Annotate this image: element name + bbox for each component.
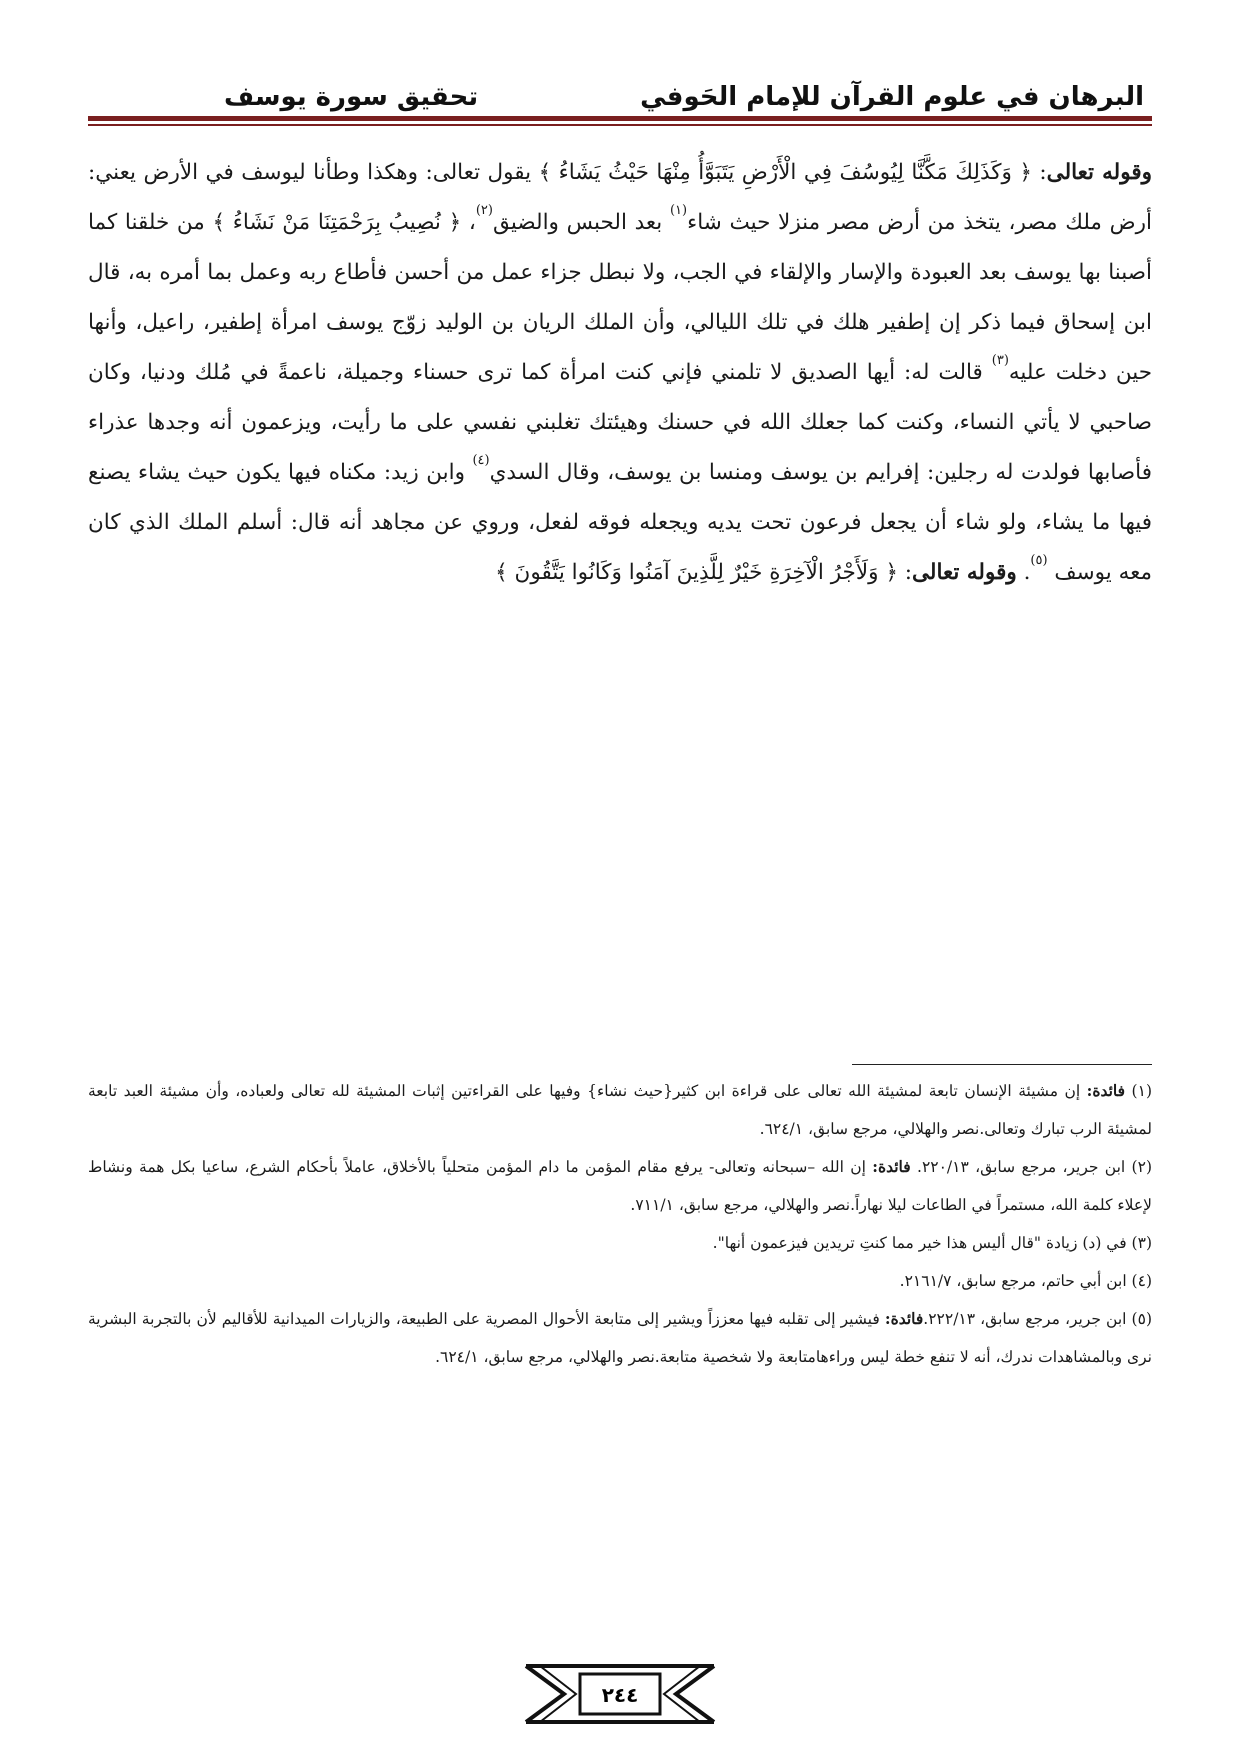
footnote-text: (٥) ابن جرير، مرجع سابق، ٢٢٢/١٣. (923, 1310, 1152, 1328)
footnote-1 (88, 1072, 1152, 1148)
footnote-number: (١) (1125, 1082, 1152, 1100)
footnote-5 (88, 1300, 1152, 1376)
footnote-ref-4[interactable]: (٤) (472, 453, 490, 468)
footnote-4 (88, 1262, 1152, 1300)
footnote-ref-3[interactable]: (٣) (991, 353, 1009, 368)
footnote-2 (88, 1148, 1152, 1224)
header-rule-thin (88, 124, 1152, 126)
footnote-label: فائدة: (884, 1309, 924, 1328)
page-number: ٢٤٤ (601, 1683, 639, 1707)
text-run: . (1016, 560, 1031, 585)
footnote-ref-2[interactable]: (٢) (475, 203, 493, 218)
footnote-text: إن الله –سبحانه وتعالى- يرفع مقام المؤمن ما دام المؤمن متحلياً بالأخلاق، عاملاً بأحكام الشرع، ساعيا بكل همة ونشاط لإعلاء كلمة الله، مستمراً في الطاعات ليلا نهاراً.نصر والهلالي، مرجع سابق، ٧١١/١. (88, 1158, 1152, 1214)
footnote-text: فيشير إلى تقلبه فيها معززاً ويشير إلى متابعة الأحوال المصرية على الطبيعة، والزيارات الميدانية للأقاليم لأن بالتجربة البشرية نرى وبالمشاهدات ندرك، أنه لا تنفع خطة ليس وراءهامتابعة ولا شخصية متابعة.نصر والهلالي، مرجع سابق، ٦٢٤/١. (88, 1310, 1152, 1366)
footnote-text: (٤) ابن أبي حاتم، مرجع سابق، ٢١٦١/٧. (899, 1272, 1152, 1290)
footnote-3 (88, 1224, 1152, 1262)
footnote-ref-5[interactable]: (٥) (1030, 553, 1048, 568)
footnote-text: (٣) في (د) زيادة "قال أليس هذا خير مما كنتِ تريدين فيزعمون أنها". (712, 1234, 1152, 1252)
section-title: تحقيق سورة يوسف (224, 82, 479, 112)
footnotes (88, 1072, 1152, 1376)
text-run: وابن زيد: مكناه فيها يكون حيث يشاء يصنع فيها ما يشاء، ولو شاء أن يجعل فرعون تحت يديه ويجعله فوقه لفعل، وروي عن مجاهد أنه قال: أسلم الملك الذي كان معه يوسف (88, 460, 1152, 585)
footnote-separator (852, 1064, 1152, 1065)
footnote-label: فائدة: (1086, 1081, 1126, 1100)
verse-intro: وقوله تعالى (1046, 160, 1152, 185)
main-text (88, 148, 1152, 598)
page-header (88, 72, 1152, 112)
page-number-frame-icon (520, 1658, 720, 1730)
book-title: البرهان في علوم القرآن للإمام الحَوفي (640, 82, 1144, 112)
footnote-ref-1[interactable]: (١) (669, 203, 688, 218)
text-run: بعد الحبس والضيق (492, 210, 670, 235)
paragraph (88, 148, 1152, 598)
text-run: ، ﴿ نُصِيبُ بِرَحْمَتِنَا مَنْ نَشَاءُ ﴾ من خلقنا كما أصبنا بها يوسف بعد العبودة والإسار والإلقاء في الجب، ولا نبطل جزاء عمل من أحسن فأطاع ربه وعمل بما أمره به، قال ابن إسحاق فيما ذكر إن إطفير هلك في تلك الليالي، وأن الملك الريان بن الوليد زوّج يوسف امرأة إطفير، راعيل، وأنها حين دخلت عليه (88, 210, 1152, 385)
verse-intro: وقوله تعالى (912, 560, 1017, 585)
header-rule-thick (88, 116, 1152, 121)
text-run: قالت له: أيها الصديق لا تلمني فإني كنت امرأة كما ترى حسناء وجميلة، ناعمةً في مُلك ودنيا، وكان صاحبي لا يأتي النساء، وكنت كما جعلك الله في حسنك وهيئتك تغلبني نفسي على ما رأيت، ويزعمون أنه وجدها عذراء فأصابها فولدت له رجلين: إفرايم بن يوسف ومنسا بن يوسف، وقال السدي (88, 360, 1152, 485)
text-run: : ﴿ وَلَأَجْرُ الْآخِرَةِ خَيْرٌ لِلَّذِينَ آمَنُوا وَكَانُوا يَتَّقُونَ ﴾ (495, 560, 913, 585)
footnote-text: إن مشيئة الإنسان تابعة لمشيئة الله تعالى على قراءة ابن كثير{حيث نشاء} وفيها على القراءتين إثبات المشيئة لله تعالى ولعباده، وأن مشيئة العبد تابعة لمشيئة الرب تبارك وتعالى.نصر والهلالي، مرجع سابق، ٦٢٤/١. (88, 1082, 1152, 1138)
footnote-text: (٢) ابن جرير، مرجع سابق، ٢٢٠/١٣. (910, 1158, 1152, 1176)
text-run: : ﴿ وَكَذَلِكَ مَكَّنَّا لِيُوسُفَ فِي الْأَرْضِ يَتَبَوَّأُ مِنْهَا حَيْثُ يَشَاءُ ﴾ يقول تعالى: وهكذا وطأنا ليوسف في الأرض يعني: أرض ملك مصر، يتخذ من أرض مصر منزلا حيث شاء (88, 160, 1152, 235)
footnote-label: فائدة: (872, 1157, 911, 1176)
page-number-ornament (0, 1658, 1240, 1730)
